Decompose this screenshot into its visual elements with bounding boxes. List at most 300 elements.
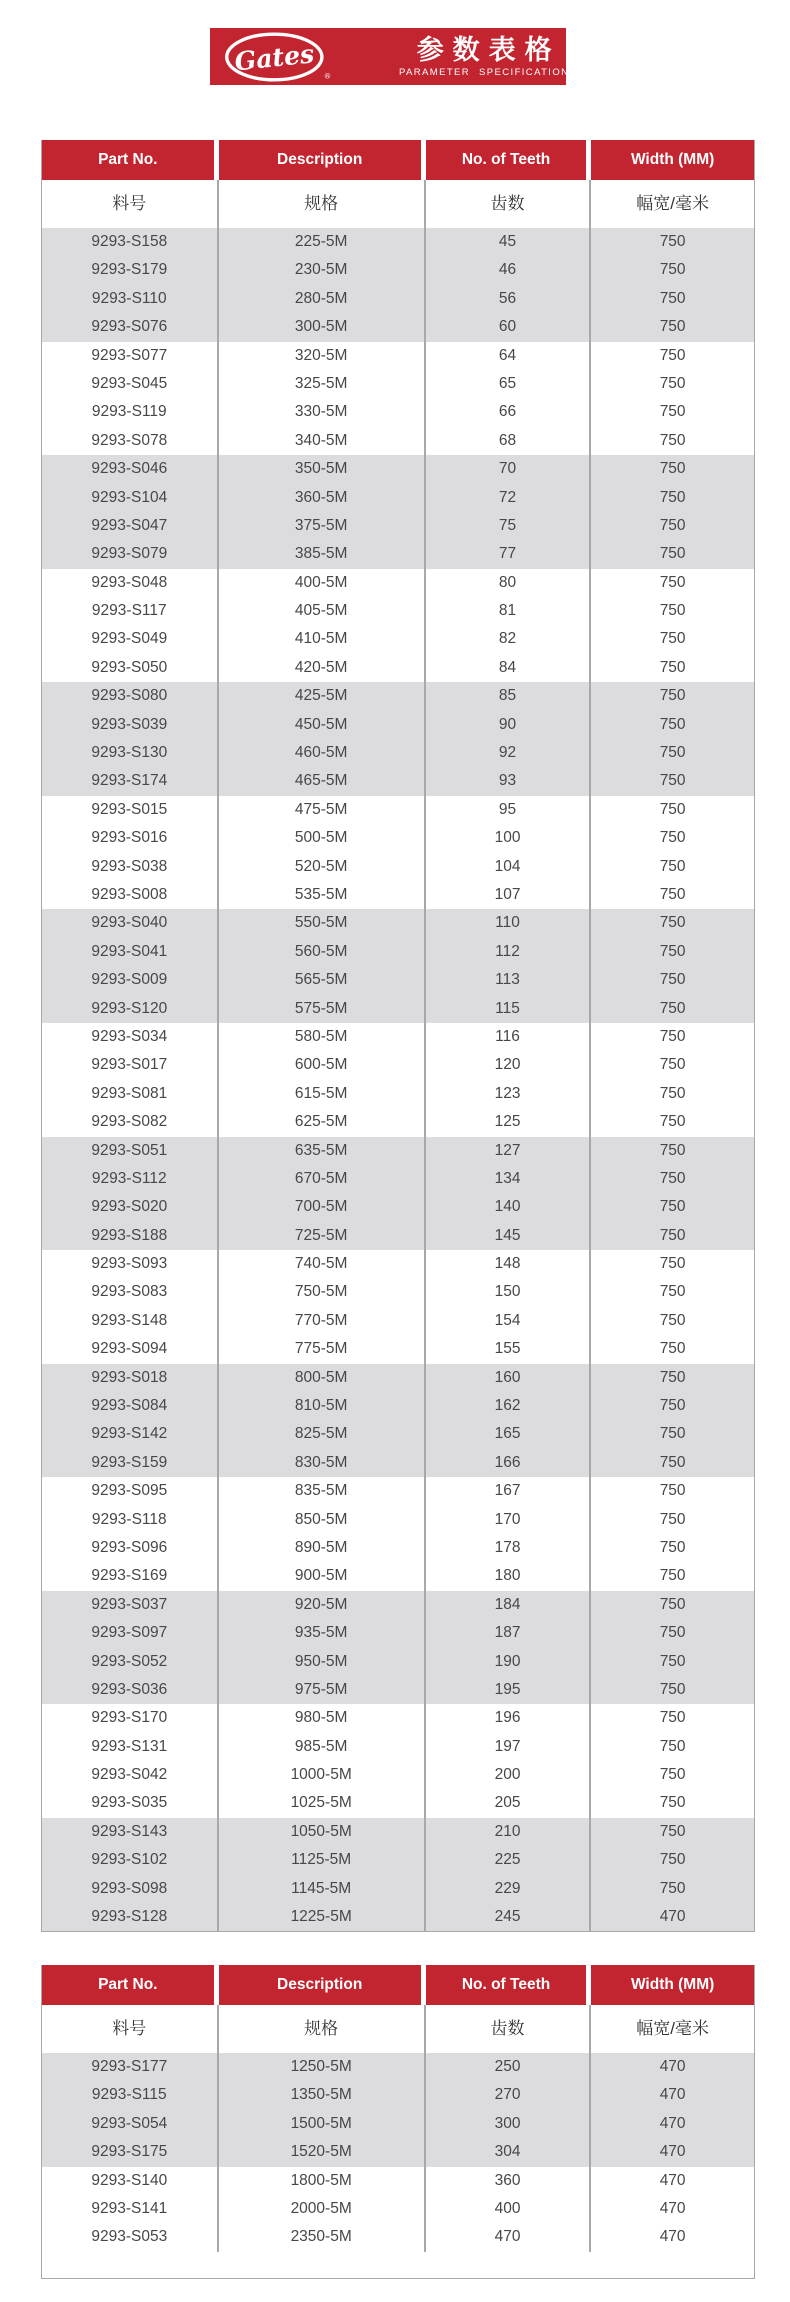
description-cell: 400-5M — [219, 569, 426, 597]
teeth-cell: 115 — [426, 995, 592, 1023]
description-cell: 1250-5M — [219, 2053, 426, 2081]
teeth-cell: 72 — [426, 484, 592, 512]
description-cell: 2000-5M — [219, 2195, 426, 2223]
description-cell: 460-5M — [219, 739, 426, 767]
width-cell: 750 — [659, 1822, 686, 1840]
part-no-cell: 9293-S076 — [42, 313, 219, 341]
teeth-cell: 116 — [426, 1023, 592, 1051]
description-cell: 1145-5M — [219, 1875, 426, 1903]
teeth-cell: 184 — [426, 1591, 592, 1619]
width-cell: 750 — [659, 1453, 686, 1471]
description-cell: 475-5M — [219, 796, 426, 824]
width-cell: 750 — [659, 829, 686, 847]
description-cell: 1800-5M — [219, 2167, 426, 2195]
width-cell: 470 — [659, 2171, 686, 2189]
description-cell: 775-5M — [219, 1335, 426, 1363]
teeth-cell: 70 — [426, 455, 592, 483]
table-row — [42, 2081, 754, 2109]
part-no-cell: 9293-S082 — [42, 1108, 219, 1136]
part-no-cell: 9293-S083 — [42, 1278, 219, 1306]
width-cell: 750 — [659, 1879, 686, 1897]
teeth-cell: 250 — [426, 2053, 592, 2081]
width-cell: 750 — [659, 374, 686, 392]
part-no-cell: 9293-S036 — [42, 1676, 219, 1704]
subheader-description: 规格 — [219, 2005, 426, 2053]
teeth-cell: 200 — [426, 1761, 592, 1789]
width-cell: 750 — [659, 1027, 686, 1045]
teeth-cell: 104 — [426, 853, 592, 881]
teeth-cell: 270 — [426, 2081, 592, 2109]
teeth-cell: 65 — [426, 370, 592, 398]
table-row — [42, 512, 754, 540]
part-no-cell: 9293-S081 — [42, 1080, 219, 1108]
description-cell: 920-5M — [219, 1591, 426, 1619]
width-cell: 470 — [659, 2143, 686, 2161]
part-no-cell: 9293-S008 — [42, 881, 219, 909]
teeth-cell: 170 — [426, 1506, 592, 1534]
width-cell: 750 — [659, 1737, 686, 1755]
table-row — [42, 881, 754, 909]
table-row — [42, 1051, 754, 1079]
description-cell: 725-5M — [219, 1222, 426, 1250]
width-cell: 750 — [659, 715, 686, 733]
width-cell: 750 — [659, 1226, 686, 1244]
subheader-teeth: 齿数 — [426, 180, 592, 228]
gates-logo — [223, 31, 335, 83]
part-no-cell: 9293-S016 — [42, 824, 219, 852]
width-cell: 470 — [659, 2114, 686, 2132]
part-no-cell: 9293-S015 — [42, 796, 219, 824]
table-row — [42, 228, 754, 256]
table-row — [42, 256, 754, 284]
table-row — [42, 1704, 754, 1732]
table-row — [42, 966, 754, 994]
width-cell: 750 — [659, 999, 686, 1017]
width-cell: 470 — [659, 2199, 686, 2217]
teeth-cell: 155 — [426, 1335, 592, 1363]
part-no-cell: 9293-S052 — [42, 1648, 219, 1676]
width-cell: 750 — [659, 346, 686, 364]
description-cell: 325-5M — [219, 370, 426, 398]
width-cell: 750 — [659, 971, 686, 989]
description-cell: 625-5M — [219, 1108, 426, 1136]
width-cell: 750 — [659, 658, 686, 676]
teeth-cell: 64 — [426, 342, 592, 370]
table-row — [42, 540, 754, 568]
part-no-cell: 9293-S037 — [42, 1591, 219, 1619]
table-bottom-spacer — [42, 2252, 754, 2278]
part-no-cell: 9293-S142 — [42, 1420, 219, 1448]
part-no-cell: 9293-S045 — [42, 370, 219, 398]
part-no-cell: 9293-S080 — [42, 682, 219, 710]
teeth-cell: 107 — [426, 881, 592, 909]
table-row — [42, 1818, 754, 1846]
teeth-cell: 225 — [426, 1846, 592, 1874]
width-cell: 750 — [659, 1624, 686, 1642]
part-no-cell: 9293-S169 — [42, 1562, 219, 1590]
part-no-cell: 9293-S018 — [42, 1364, 219, 1392]
table-row — [42, 1193, 754, 1221]
teeth-cell: 82 — [426, 625, 592, 653]
table-row — [42, 1165, 754, 1193]
part-no-cell: 9293-S048 — [42, 569, 219, 597]
description-cell: 670-5M — [219, 1165, 426, 1193]
description-cell: 890-5M — [219, 1534, 426, 1562]
teeth-cell: 90 — [426, 711, 592, 739]
part-no-cell: 9293-S158 — [42, 228, 219, 256]
description-cell: 565-5M — [219, 966, 426, 994]
teeth-cell: 93 — [426, 767, 592, 795]
width-cell: 750 — [659, 942, 686, 960]
table-row — [42, 654, 754, 682]
width-cell: 750 — [659, 261, 686, 279]
teeth-cell: 110 — [426, 909, 592, 937]
part-no-cell: 9293-S102 — [42, 1846, 219, 1874]
table-row — [42, 1449, 754, 1477]
part-no-cell: 9293-S097 — [42, 1619, 219, 1647]
header-width: Width (MM) — [591, 1965, 754, 2005]
table-row — [42, 682, 754, 710]
table-row — [42, 1648, 754, 1676]
part-no-cell: 9293-S039 — [42, 711, 219, 739]
part-no-cell: 9293-S046 — [42, 455, 219, 483]
teeth-cell: 187 — [426, 1619, 592, 1647]
description-cell: 825-5M — [219, 1420, 426, 1448]
table-row — [42, 313, 754, 341]
part-no-cell: 9293-S110 — [42, 285, 219, 313]
table-row — [42, 824, 754, 852]
width-cell: 470 — [659, 2086, 686, 2104]
subheader-part-no: 料号 — [42, 180, 219, 228]
table-row — [42, 597, 754, 625]
width-cell: 750 — [659, 1425, 686, 1443]
teeth-cell: 304 — [426, 2138, 592, 2166]
teeth-cell: 127 — [426, 1137, 592, 1165]
page-title: 参数表格 — [416, 35, 561, 65]
teeth-cell: 68 — [426, 427, 592, 455]
table-row — [42, 1619, 754, 1647]
width-cell: 750 — [659, 914, 686, 932]
teeth-cell: 120 — [426, 1051, 592, 1079]
teeth-cell: 66 — [426, 398, 592, 426]
table-body — [42, 2053, 754, 2252]
teeth-cell: 165 — [426, 1420, 592, 1448]
description-cell: 375-5M — [219, 512, 426, 540]
part-no-cell: 9293-S117 — [42, 597, 219, 625]
table-row — [42, 1420, 754, 1448]
table-row — [42, 796, 754, 824]
table-row — [42, 2053, 754, 2081]
description-cell: 1500-5M — [219, 2110, 426, 2138]
description-cell: 615-5M — [219, 1080, 426, 1108]
part-no-cell: 9293-S120 — [42, 995, 219, 1023]
teeth-cell: 300 — [426, 2110, 592, 2138]
description-cell: 600-5M — [219, 1051, 426, 1079]
banner-title-block — [399, 35, 579, 78]
table-row — [42, 1789, 754, 1817]
description-cell: 465-5M — [219, 767, 426, 795]
table-row — [42, 1875, 754, 1903]
subheader-teeth: 齿数 — [426, 2005, 592, 2053]
teeth-cell: 162 — [426, 1392, 592, 1420]
teeth-cell: 81 — [426, 597, 592, 625]
teeth-cell: 210 — [426, 1818, 592, 1846]
teeth-cell: 245 — [426, 1903, 592, 1931]
table-row — [42, 398, 754, 426]
teeth-cell: 150 — [426, 1278, 592, 1306]
width-cell: 470 — [659, 2058, 686, 2075]
part-no-cell: 9293-S051 — [42, 1137, 219, 1165]
header-description: Description — [219, 140, 426, 180]
table-row — [42, 767, 754, 795]
width-cell: 470 — [659, 1908, 686, 1926]
width-cell: 750 — [659, 1169, 686, 1187]
part-no-cell: 9293-S115 — [42, 2081, 219, 2109]
width-cell: 750 — [659, 403, 686, 421]
part-no-cell: 9293-S112 — [42, 1165, 219, 1193]
description-cell: 320-5M — [219, 342, 426, 370]
description-cell: 1350-5M — [219, 2081, 426, 2109]
width-cell: 750 — [659, 1340, 686, 1358]
width-cell: 750 — [659, 800, 686, 818]
table-row — [42, 1534, 754, 1562]
description-cell: 950-5M — [219, 1648, 426, 1676]
width-cell: 750 — [659, 1709, 686, 1727]
table-row — [42, 1846, 754, 1874]
table-row — [42, 1023, 754, 1051]
width-cell: 750 — [659, 1368, 686, 1386]
width-cell: 750 — [659, 1397, 686, 1415]
table-row — [42, 2223, 754, 2251]
table-row — [42, 455, 754, 483]
width-cell: 750 — [659, 318, 686, 336]
teeth-cell: 160 — [426, 1364, 592, 1392]
table-row — [42, 995, 754, 1023]
teeth-cell: 148 — [426, 1250, 592, 1278]
part-no-cell: 9293-S095 — [42, 1477, 219, 1505]
teeth-cell: 45 — [426, 228, 592, 256]
description-cell: 1050-5M — [219, 1818, 426, 1846]
part-no-cell: 9293-S131 — [42, 1733, 219, 1761]
subheader-width: 幅宽/毫米 — [636, 2019, 709, 2038]
description-cell: 985-5M — [219, 1733, 426, 1761]
width-cell: 750 — [659, 431, 686, 449]
description-cell: 750-5M — [219, 1278, 426, 1306]
description-cell: 520-5M — [219, 853, 426, 881]
description-cell: 405-5M — [219, 597, 426, 625]
width-cell: 750 — [659, 1567, 686, 1585]
width-cell: 750 — [659, 1482, 686, 1500]
part-no-cell: 9293-S177 — [42, 2053, 219, 2081]
width-cell: 750 — [659, 1141, 686, 1159]
part-no-cell: 9293-S130 — [42, 739, 219, 767]
table-row — [42, 739, 754, 767]
table-row — [42, 1903, 754, 1931]
table-row — [42, 1307, 754, 1335]
part-no-cell: 9293-S140 — [42, 2167, 219, 2195]
teeth-cell: 95 — [426, 796, 592, 824]
description-cell: 385-5M — [219, 540, 426, 568]
teeth-cell: 113 — [426, 966, 592, 994]
teeth-cell: 166 — [426, 1449, 592, 1477]
part-no-cell: 9293-S188 — [42, 1222, 219, 1250]
table-row — [42, 1250, 754, 1278]
parameter-table-upper — [41, 140, 755, 1932]
description-cell: 580-5M — [219, 1023, 426, 1051]
description-cell: 420-5M — [219, 654, 426, 682]
width-cell: 470 — [659, 2228, 686, 2246]
width-cell: 750 — [659, 1113, 686, 1131]
width-cell: 750 — [659, 233, 686, 250]
table-header-row — [42, 1965, 754, 2005]
teeth-cell: 145 — [426, 1222, 592, 1250]
width-cell: 750 — [659, 630, 686, 648]
teeth-cell: 92 — [426, 739, 592, 767]
description-cell: 810-5M — [219, 1392, 426, 1420]
part-no-cell: 9293-S042 — [42, 1761, 219, 1789]
description-cell: 225-5M — [219, 228, 426, 256]
table-row — [42, 285, 754, 313]
table-subheader-row — [42, 180, 754, 228]
width-cell: 750 — [659, 573, 686, 591]
description-cell: 575-5M — [219, 995, 426, 1023]
teeth-cell: 125 — [426, 1108, 592, 1136]
table-row — [42, 1137, 754, 1165]
page-subtitle: PARAMETER SPECIFICATION — [399, 67, 570, 78]
width-cell: 750 — [659, 1652, 686, 1670]
teeth-cell: 195 — [426, 1676, 592, 1704]
part-no-cell: 9293-S119 — [42, 398, 219, 426]
part-no-cell: 9293-S041 — [42, 938, 219, 966]
header-width: Width (MM) — [591, 140, 754, 180]
table-row — [42, 1222, 754, 1250]
part-no-cell: 9293-S175 — [42, 2138, 219, 2166]
table-row — [42, 625, 754, 653]
registered-mark: ® — [323, 70, 332, 80]
description-cell: 1125-5M — [219, 1846, 426, 1874]
description-cell: 1000-5M — [219, 1761, 426, 1789]
width-cell: 750 — [659, 857, 686, 875]
description-cell: 700-5M — [219, 1193, 426, 1221]
teeth-cell: 75 — [426, 512, 592, 540]
width-cell: 750 — [659, 460, 686, 478]
teeth-cell: 112 — [426, 938, 592, 966]
table-row — [42, 427, 754, 455]
part-no-cell: 9293-S170 — [42, 1704, 219, 1732]
width-cell: 750 — [659, 1538, 686, 1556]
svg-text:Gates: Gates — [233, 37, 316, 76]
width-cell: 750 — [659, 1595, 686, 1613]
description-cell: 835-5M — [219, 1477, 426, 1505]
description-cell: 230-5M — [219, 256, 426, 284]
part-no-cell: 9293-S017 — [42, 1051, 219, 1079]
description-cell: 935-5M — [219, 1619, 426, 1647]
teeth-cell: 197 — [426, 1733, 592, 1761]
table-row — [42, 2110, 754, 2138]
table-row — [42, 1733, 754, 1761]
description-cell: 535-5M — [219, 881, 426, 909]
description-cell: 850-5M — [219, 1506, 426, 1534]
description-cell: 1520-5M — [219, 2138, 426, 2166]
part-no-cell: 9293-S009 — [42, 966, 219, 994]
header-part-no: Part No. — [42, 140, 219, 180]
table-row — [42, 484, 754, 512]
part-no-cell: 9293-S034 — [42, 1023, 219, 1051]
table-row — [42, 1562, 754, 1590]
teeth-cell: 80 — [426, 569, 592, 597]
width-cell: 750 — [659, 1851, 686, 1869]
width-cell: 750 — [659, 1283, 686, 1301]
description-cell: 450-5M — [219, 711, 426, 739]
width-cell: 750 — [659, 289, 686, 307]
part-no-cell: 9293-S049 — [42, 625, 219, 653]
description-cell: 740-5M — [219, 1250, 426, 1278]
description-cell: 360-5M — [219, 484, 426, 512]
teeth-cell: 85 — [426, 682, 592, 710]
width-cell: 750 — [659, 1680, 686, 1698]
table-row — [42, 1477, 754, 1505]
teeth-cell: 190 — [426, 1648, 592, 1676]
part-no-cell: 9293-S077 — [42, 342, 219, 370]
width-cell: 750 — [659, 1084, 686, 1102]
table-row — [42, 342, 754, 370]
table-row — [42, 1761, 754, 1789]
teeth-cell: 360 — [426, 2167, 592, 2195]
part-no-cell: 9293-S050 — [42, 654, 219, 682]
teeth-cell: 77 — [426, 540, 592, 568]
subheader-width: 幅宽/毫米 — [636, 194, 709, 213]
description-cell: 410-5M — [219, 625, 426, 653]
part-no-cell: 9293-S040 — [42, 909, 219, 937]
part-no-cell: 9293-S078 — [42, 427, 219, 455]
table-row — [42, 1335, 754, 1363]
description-cell: 980-5M — [219, 1704, 426, 1732]
table-row — [42, 2138, 754, 2166]
teeth-cell: 140 — [426, 1193, 592, 1221]
table-subheader-row — [42, 2005, 754, 2053]
table-row — [42, 938, 754, 966]
description-cell: 560-5M — [219, 938, 426, 966]
description-cell: 900-5M — [219, 1562, 426, 1590]
teeth-cell: 205 — [426, 1789, 592, 1817]
teeth-cell: 100 — [426, 824, 592, 852]
table-row — [42, 711, 754, 739]
description-cell: 830-5M — [219, 1449, 426, 1477]
width-cell: 750 — [659, 1766, 686, 1784]
description-cell: 500-5M — [219, 824, 426, 852]
width-cell: 750 — [659, 687, 686, 705]
description-cell: 770-5M — [219, 1307, 426, 1335]
teeth-cell: 60 — [426, 313, 592, 341]
part-no-cell: 9293-S143 — [42, 1818, 219, 1846]
description-cell: 550-5M — [219, 909, 426, 937]
teeth-cell: 123 — [426, 1080, 592, 1108]
description-cell: 800-5M — [219, 1364, 426, 1392]
description-cell: 635-5M — [219, 1137, 426, 1165]
part-no-cell: 9293-S047 — [42, 512, 219, 540]
table-row — [42, 2195, 754, 2223]
header-teeth: No. of Teeth — [426, 140, 592, 180]
width-cell: 750 — [659, 1198, 686, 1216]
part-no-cell: 9293-S020 — [42, 1193, 219, 1221]
table-row — [42, 909, 754, 937]
part-no-cell: 9293-S098 — [42, 1875, 219, 1903]
teeth-cell: 46 — [426, 256, 592, 284]
width-cell: 750 — [659, 1255, 686, 1273]
teeth-cell: 154 — [426, 1307, 592, 1335]
width-cell: 750 — [659, 1794, 686, 1812]
header-teeth: No. of Teeth — [426, 1965, 592, 2005]
